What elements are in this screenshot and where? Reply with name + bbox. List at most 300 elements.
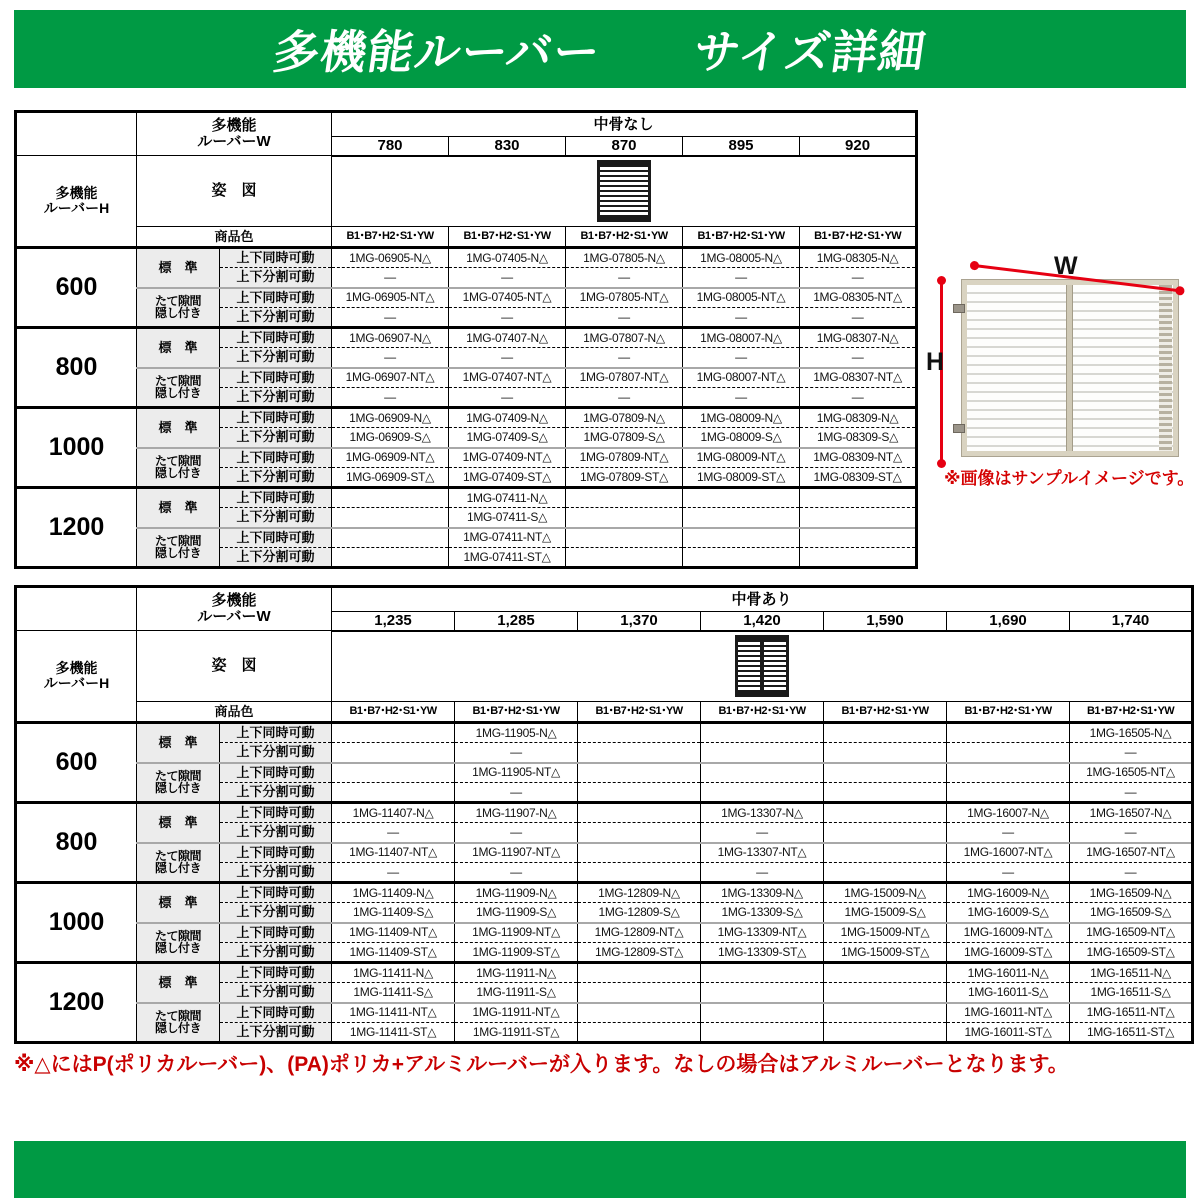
product-code-cell: 1MG-16007-N△ [947, 803, 1070, 823]
product-code-cell: 1MG-11409-S△ [332, 903, 455, 923]
louver-h-label [16, 156, 137, 248]
product-code-cell [332, 723, 455, 743]
hinge-bracket [953, 424, 965, 433]
width-value: 1,420 [701, 612, 824, 631]
product-code-cell: 1MG-16011-S△ [947, 983, 1070, 1003]
product-code-cell [578, 823, 701, 843]
product-code-cell: 1MG-13307-NT△ [701, 843, 824, 863]
product-code-cell [824, 843, 947, 863]
product-code-cell [824, 803, 947, 823]
product-code-cell: 1MG-16509-NT△ [1070, 923, 1193, 943]
width-value: 870 [566, 137, 683, 156]
table-row [16, 702, 1193, 723]
product-code-cell: ― [449, 308, 566, 328]
product-code-cell: 1MG-11911-NT△ [455, 1003, 578, 1023]
operation-label: 上下分割可動 [220, 743, 332, 763]
product-code-cell [578, 723, 701, 743]
louver-h-label [16, 631, 137, 723]
product-code-cell [578, 763, 701, 783]
table-row [16, 248, 917, 268]
product-code-cell [332, 743, 455, 763]
footer-banner [14, 1141, 1186, 1198]
product-code-cell: 1MG-08307-N△ [800, 328, 917, 348]
product-code-cell: 1MG-07411-S△ [449, 508, 566, 528]
product-code-cell: 1MG-15009-N△ [824, 883, 947, 903]
product-code-cell: ― [332, 823, 455, 843]
product-code-cell: 1MG-06905-NT△ [332, 288, 449, 308]
operation-label: 上下同時可動 [220, 488, 332, 508]
sample-image-caption: ※画像はサンプルイメージです。 [944, 469, 1195, 488]
operation-label: 上下分割可動 [220, 983, 332, 1003]
product-code-cell: ― [566, 308, 683, 328]
category-label-line1: たて隙間 [154, 293, 201, 308]
figure-label: 姿 図 [137, 156, 332, 227]
product-code-cell: 1MG-13309-N△ [701, 883, 824, 903]
product-code-cell: ― [566, 268, 683, 288]
height-value: 600 [16, 723, 137, 803]
louver-h-label-line1: 多機能 [55, 660, 98, 677]
operation-label: 上下分割可動 [220, 903, 332, 923]
product-code-cell: 1MG-11407-NT△ [332, 843, 455, 863]
height-value: 1200 [16, 963, 137, 1043]
product-code-cell: 1MG-07407-N△ [449, 328, 566, 348]
product-code-cell: ― [455, 783, 578, 803]
group-title: 中骨あり [332, 587, 1193, 612]
product-code-cell: 1MG-07805-N△ [566, 248, 683, 268]
product-code-cell: 1MG-11411-NT△ [332, 1003, 455, 1023]
product-code-cell: 1MG-16009-ST△ [947, 943, 1070, 963]
product-code-cell: ― [332, 388, 449, 408]
product-code-cell: 1MG-06905-N△ [332, 248, 449, 268]
category-label-line2: 隠し付き [154, 941, 201, 956]
product-code-cell: ― [1070, 743, 1193, 763]
operation-label: 上下同時可動 [220, 723, 332, 743]
operation-label: 上下分割可動 [220, 823, 332, 843]
table-row [16, 883, 1193, 903]
operation-label: 上下分割可動 [220, 943, 332, 963]
width-value: 1,690 [947, 612, 1070, 631]
operation-label: 上下同時可動 [220, 1003, 332, 1023]
product-code-cell [566, 508, 683, 528]
category-label-line1: たて隙間 [154, 453, 201, 468]
color-codes: B1･B7･H2･S1･YW [947, 702, 1070, 723]
product-code-cell: ― [332, 348, 449, 368]
height-value: 1000 [16, 408, 137, 488]
product-code-cell: 1MG-07809-ST△ [566, 468, 683, 488]
color-codes: B1･B7･H2･S1･YW [824, 702, 947, 723]
product-code-cell [566, 488, 683, 508]
figure-cell [332, 631, 1193, 702]
product-code-cell: 1MG-08007-N△ [683, 328, 800, 348]
product-code-cell [683, 508, 800, 528]
operation-label: 上下分割可動 [220, 548, 332, 568]
operation-label: 上下分割可動 [220, 863, 332, 883]
operation-label: 上下同時可動 [220, 963, 332, 983]
product-code-cell: 1MG-11909-N△ [455, 883, 578, 903]
category-label-line1: たて隙間 [154, 768, 201, 783]
product-code-cell: 1MG-07405-NT△ [449, 288, 566, 308]
table-row [16, 631, 1193, 702]
product-code-cell: 1MG-07411-N△ [449, 488, 566, 508]
table-row [16, 923, 1193, 943]
product-code-cell: 1MG-07411-ST△ [449, 548, 566, 568]
product-code-cell [701, 983, 824, 1003]
color-codes: B1･B7･H2･S1･YW [701, 702, 824, 723]
product-code-cell: ― [800, 388, 917, 408]
operation-label: 上下同時可動 [220, 763, 332, 783]
louver-panel-image [962, 280, 1178, 456]
product-code-cell: 1MG-11411-ST△ [332, 1023, 455, 1043]
louver-h-label-line2: ルーバーH [43, 675, 110, 691]
louver-h-label-line2: ルーバーH [43, 200, 110, 216]
product-code-cell [566, 548, 683, 568]
product-code-cell: 1MG-11907-NT△ [455, 843, 578, 863]
color-label: 商品色 [137, 702, 332, 723]
width-value: 780 [332, 137, 449, 156]
product-code-cell: ― [1070, 783, 1193, 803]
product-code-cell [947, 783, 1070, 803]
operation-label: 上下同時可動 [220, 448, 332, 468]
product-code-cell: 1MG-11409-N△ [332, 883, 455, 903]
product-code-cell: 1MG-07809-N△ [566, 408, 683, 428]
page-title: 多機能ルーバー サイズ詳細 [269, 26, 930, 78]
product-code-cell [566, 528, 683, 548]
category-label-line1: たて隙間 [154, 533, 201, 548]
product-code-cell [578, 863, 701, 883]
product-code-cell: 1MG-08305-NT△ [800, 288, 917, 308]
product-code-cell [332, 488, 449, 508]
operation-label: 上下同時可動 [220, 368, 332, 388]
product-code-cell: 1MG-16509-S△ [1070, 903, 1193, 923]
category-label-line2: 隠し付き [154, 466, 201, 481]
product-code-cell: 1MG-16509-N△ [1070, 883, 1193, 903]
product-code-cell: 1MG-15009-ST△ [824, 943, 947, 963]
group-title: 中骨なし [332, 112, 917, 137]
product-code-cell: 1MG-16009-NT△ [947, 923, 1070, 943]
product-code-cell [683, 548, 800, 568]
corner-cell [16, 112, 137, 156]
louver-w-label-line2: ルーバーW [197, 608, 271, 625]
product-code-cell [800, 548, 917, 568]
product-code-cell: 1MG-06909-ST△ [332, 468, 449, 488]
product-code-cell: 1MG-12809-NT△ [578, 923, 701, 943]
category-label [137, 843, 220, 883]
table-row [16, 843, 1193, 863]
product-code-cell: ― [947, 823, 1070, 843]
product-code-cell: ― [683, 308, 800, 328]
product-code-cell: 1MG-11911-N△ [455, 963, 578, 983]
product-code-cell: 1MG-16011-N△ [947, 963, 1070, 983]
product-code-cell [332, 528, 449, 548]
product-code-cell: 1MG-07405-N△ [449, 248, 566, 268]
louver-w-label-line1: 多機能 [211, 592, 257, 610]
product-code-cell: ― [701, 823, 824, 843]
width-value: 1,235 [332, 612, 455, 631]
category-label [137, 763, 220, 803]
product-code-cell: ― [332, 863, 455, 883]
width-value: 895 [683, 137, 800, 156]
category-label-line2: 隠し付き [154, 306, 201, 321]
height-value: 1000 [16, 883, 137, 963]
product-code-cell [578, 983, 701, 1003]
product-code-cell: 1MG-08007-NT△ [683, 368, 800, 388]
product-code-cell: ― [800, 268, 917, 288]
operation-label: 上下同時可動 [220, 923, 332, 943]
category-label-line1: たて隙間 [154, 848, 201, 863]
operation-label: 上下分割可動 [220, 388, 332, 408]
operation-label: 上下同時可動 [220, 528, 332, 548]
product-code-cell: 1MG-08005-NT△ [683, 288, 800, 308]
louver-figure-icon [597, 160, 651, 222]
category-label: 標 準 [137, 963, 220, 1003]
product-code-cell: 1MG-07807-NT△ [566, 368, 683, 388]
w-dim-label: W [1054, 252, 1078, 280]
table-row [16, 156, 917, 227]
product-code-cell: 1MG-16009-S△ [947, 903, 1070, 923]
width-value: 830 [449, 137, 566, 156]
operation-label: 上下分割可動 [220, 308, 332, 328]
product-code-cell [332, 763, 455, 783]
size-table-with-center-rib [14, 585, 1194, 1044]
width-value: 1,590 [824, 612, 947, 631]
louver-figure-icon [735, 635, 789, 697]
table-row [16, 587, 1193, 612]
table-row [16, 448, 917, 468]
h-dim-label: H [926, 348, 945, 376]
product-code-cell: ― [449, 348, 566, 368]
width-value: 1,740 [1070, 612, 1193, 631]
product-code-cell: 1MG-06907-N△ [332, 328, 449, 348]
product-code-cell: 1MG-08309-ST△ [800, 468, 917, 488]
right-frame-strip [1159, 285, 1172, 451]
category-label: 標 準 [137, 883, 220, 923]
product-code-cell: 1MG-08009-NT△ [683, 448, 800, 468]
product-code-cell: 1MG-08009-ST△ [683, 468, 800, 488]
product-code-cell: 1MG-07409-S△ [449, 428, 566, 448]
product-code-cell [701, 1023, 824, 1043]
product-code-cell [824, 1023, 947, 1043]
color-codes: B1･B7･H2･S1･YW [578, 702, 701, 723]
operation-label: 上下分割可動 [220, 468, 332, 488]
product-code-cell: 1MG-16509-ST△ [1070, 943, 1193, 963]
category-label: 標 準 [137, 408, 220, 448]
product-code-cell: 1MG-15009-NT△ [824, 923, 947, 943]
product-code-cell [332, 783, 455, 803]
product-code-cell: ― [683, 348, 800, 368]
color-codes: B1･B7･H2･S1･YW [683, 227, 800, 248]
table-row [16, 368, 917, 388]
product-code-cell: 1MG-07805-NT△ [566, 288, 683, 308]
product-code-cell: 1MG-16511-ST△ [1070, 1023, 1193, 1043]
operation-label: 上下同時可動 [220, 883, 332, 903]
product-code-cell: 1MG-15009-S△ [824, 903, 947, 923]
product-code-cell [947, 723, 1070, 743]
product-code-cell [824, 783, 947, 803]
table-row [16, 488, 917, 508]
table-row [16, 408, 917, 428]
product-code-cell: 1MG-13309-NT△ [701, 923, 824, 943]
height-value: 600 [16, 248, 137, 328]
hinge-bracket [953, 304, 965, 313]
operation-label: 上下同時可動 [220, 408, 332, 428]
table-row [16, 763, 1193, 783]
product-code-cell [824, 983, 947, 1003]
header-banner [14, 10, 1186, 88]
product-code-cell: 1MG-11909-ST△ [455, 943, 578, 963]
product-code-cell [683, 528, 800, 548]
operation-label: 上下分割可動 [220, 428, 332, 448]
table-row [16, 328, 917, 348]
product-code-cell: ― [449, 388, 566, 408]
product-code-cell [824, 743, 947, 763]
product-code-cell: ― [455, 823, 578, 843]
width-value: 1,370 [578, 612, 701, 631]
product-code-cell: 1MG-08005-N△ [683, 248, 800, 268]
product-code-cell: 1MG-06909-NT△ [332, 448, 449, 468]
product-code-cell: 1MG-16007-NT△ [947, 843, 1070, 863]
product-code-cell: 1MG-12809-ST△ [578, 943, 701, 963]
product-code-cell [824, 863, 947, 883]
product-code-cell: 1MG-11905-N△ [455, 723, 578, 743]
footnote: ※△にはP(ポリカルーバー)、(PA)ポリカ+アルミルーバーが入ります。なしの場合はアルミルーバーとなります。 [14, 1053, 1069, 1076]
product-code-cell: ― [800, 348, 917, 368]
product-code-cell: 1MG-07407-NT△ [449, 368, 566, 388]
product-code-cell: 1MG-06907-NT△ [332, 368, 449, 388]
product-code-cell: 1MG-07409-N△ [449, 408, 566, 428]
product-code-cell [332, 508, 449, 528]
product-code-cell [947, 743, 1070, 763]
product-code-cell: ― [332, 308, 449, 328]
product-code-cell: 1MG-16011-ST△ [947, 1023, 1070, 1043]
width-value: 1,285 [455, 612, 578, 631]
table-row [16, 803, 1193, 823]
product-code-cell: 1MG-06909-S△ [332, 428, 449, 448]
operation-label: 上下分割可動 [220, 783, 332, 803]
product-code-cell [824, 1003, 947, 1023]
product-code-cell: 1MG-11409-ST△ [332, 943, 455, 963]
operation-label: 上下同時可動 [220, 843, 332, 863]
product-code-cell: ― [455, 863, 578, 883]
product-code-cell: 1MG-07809-S△ [566, 428, 683, 448]
product-code-cell: 1MG-08309-S△ [800, 428, 917, 448]
product-code-cell [578, 1003, 701, 1023]
table-row [16, 1003, 1193, 1023]
product-code-cell [824, 763, 947, 783]
category-label [137, 368, 220, 408]
product-code-cell [800, 508, 917, 528]
product-code-cell: ― [683, 388, 800, 408]
product-code-cell: 1MG-08309-N△ [800, 408, 917, 428]
color-codes: B1･B7･H2･S1･YW [1070, 702, 1193, 723]
product-code-cell: ― [947, 863, 1070, 883]
product-code-cell: ― [1070, 823, 1193, 843]
category-label: 標 準 [137, 803, 220, 843]
product-code-cell: 1MG-11909-S△ [455, 903, 578, 923]
product-code-cell: ― [1070, 863, 1193, 883]
table-row [16, 112, 917, 137]
product-code-cell [578, 1023, 701, 1043]
category-label: 標 準 [137, 488, 220, 528]
product-code-cell [800, 528, 917, 548]
product-code-cell: 1MG-16511-N△ [1070, 963, 1193, 983]
product-code-cell: 1MG-16011-NT△ [947, 1003, 1070, 1023]
product-code-cell: 1MG-13309-ST△ [701, 943, 824, 963]
category-label-line2: 隠し付き [154, 386, 201, 401]
height-value: 800 [16, 803, 137, 883]
product-code-cell [332, 548, 449, 568]
product-code-cell: ― [566, 348, 683, 368]
height-value: 1200 [16, 488, 137, 568]
product-code-cell: 1MG-16511-S△ [1070, 983, 1193, 1003]
table-row [16, 288, 917, 308]
product-code-cell: 1MG-06909-N△ [332, 408, 449, 428]
corner-cell [16, 587, 137, 631]
figure-cell [332, 156, 917, 227]
category-label-line1: たて隙間 [154, 1008, 201, 1023]
product-code-cell: 1MG-11407-N△ [332, 803, 455, 823]
product-code-cell: ― [683, 268, 800, 288]
color-codes: B1･B7･H2･S1･YW [332, 702, 455, 723]
product-code-cell [683, 488, 800, 508]
product-code-cell [824, 823, 947, 843]
product-code-cell [578, 963, 701, 983]
product-code-cell: ― [332, 268, 449, 288]
category-label-line2: 隠し付き [154, 1021, 201, 1036]
category-label-line1: たて隙間 [154, 373, 201, 388]
product-code-cell: 1MG-11909-NT△ [455, 923, 578, 943]
product-code-cell: ― [701, 863, 824, 883]
table-row [16, 227, 917, 248]
product-code-cell [947, 763, 1070, 783]
product-code-cell: 1MG-11911-S△ [455, 983, 578, 1003]
category-label: 標 準 [137, 248, 220, 288]
product-code-cell: 1MG-12809-N△ [578, 883, 701, 903]
category-label: 標 準 [137, 328, 220, 368]
louver-w-label-line1: 多機能 [211, 117, 257, 135]
product-code-cell [578, 803, 701, 823]
product-code-cell: 1MG-08009-N△ [683, 408, 800, 428]
color-codes: B1･B7･H2･S1･YW [455, 702, 578, 723]
product-code-cell: 1MG-16505-N△ [1070, 723, 1193, 743]
category-label [137, 528, 220, 568]
product-code-cell: 1MG-11911-ST△ [455, 1023, 578, 1043]
product-code-cell: 1MG-13307-N△ [701, 803, 824, 823]
product-code-cell: 1MG-16507-N△ [1070, 803, 1193, 823]
product-code-cell: 1MG-16511-NT△ [1070, 1003, 1193, 1023]
product-code-cell: 1MG-08309-NT△ [800, 448, 917, 468]
product-code-cell: 1MG-07807-N△ [566, 328, 683, 348]
product-code-cell [701, 783, 824, 803]
operation-label: 上下同時可動 [220, 328, 332, 348]
product-code-cell: ― [455, 743, 578, 763]
category-label-line2: 隠し付き [154, 781, 201, 796]
category-label [137, 448, 220, 488]
color-codes: B1･B7･H2･S1･YW [332, 227, 449, 248]
product-code-cell: 1MG-12809-S△ [578, 903, 701, 923]
product-code-cell [701, 1003, 824, 1023]
category-label: 標 準 [137, 723, 220, 763]
product-photo [926, 246, 1196, 490]
product-code-cell [578, 783, 701, 803]
product-code-cell: 1MG-08305-N△ [800, 248, 917, 268]
product-code-cell: 1MG-07809-NT△ [566, 448, 683, 468]
operation-label: 上下同時可動 [220, 248, 332, 268]
product-code-cell: 1MG-16507-NT△ [1070, 843, 1193, 863]
product-code-cell: 1MG-13309-S△ [701, 903, 824, 923]
product-code-cell: 1MG-11905-NT△ [455, 763, 578, 783]
operation-label: 上下分割可動 [220, 348, 332, 368]
operation-label: 上下分割可動 [220, 1023, 332, 1043]
